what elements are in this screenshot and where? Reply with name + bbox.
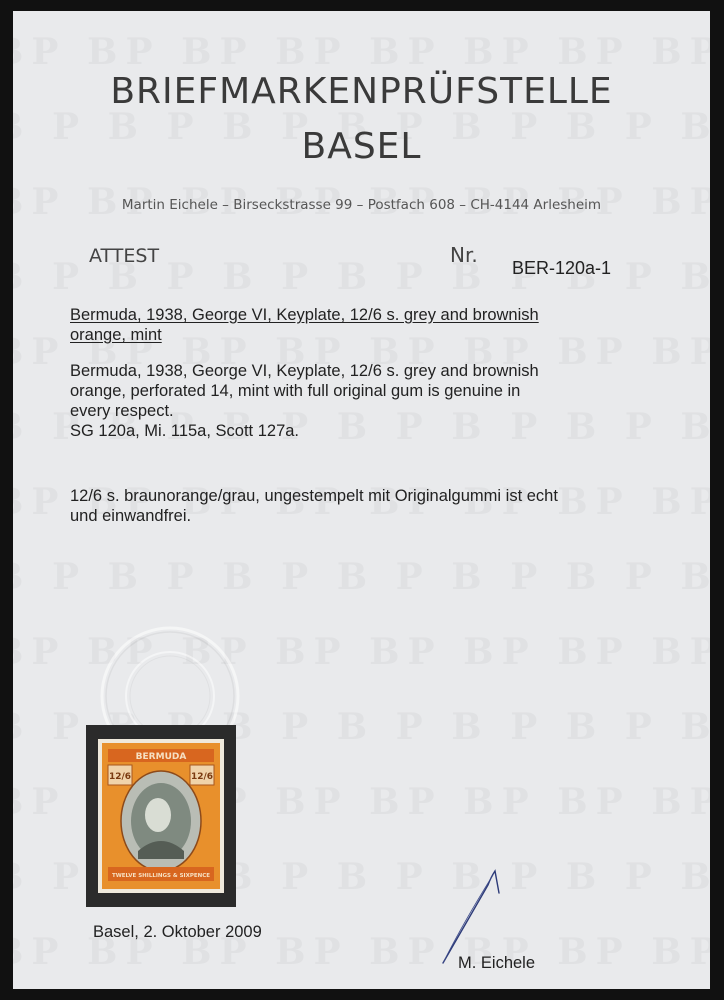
office-address: Martin Eichele – Birseckstrasse 99 – Postfach 608 – CH-4144 Arlesheim — [121, 197, 602, 213]
attest-label: ATTEST — [89, 245, 160, 267]
office-name: BRIEFMARKENPRÜFSTELLE — [110, 71, 613, 112]
description-line: every respect. — [70, 402, 174, 420]
stamp-bottom-text: TWELVE SHILLINGS & SIXPENCE — [111, 873, 211, 879]
stamp-photo — [86, 725, 236, 907]
stamp-title — [70, 305, 630, 345]
signer-name: M. Eichele — [458, 954, 536, 972]
description-line: 12/6 s. braunorange/grau, ungestempelt mit Originalgummi ist echt — [70, 487, 558, 505]
certificate-sheet — [13, 11, 710, 989]
stamp-image — [86, 725, 236, 907]
office-city: BASEL — [301, 126, 422, 167]
description-english — [70, 361, 630, 441]
description-line: Bermuda, 1938, George VI, Keyplate, 12/6 s. grey and brownish — [70, 362, 539, 380]
stamp-country-text: BERMUDA — [135, 752, 187, 762]
place-and-date: Basel, 2. Oktober 2009 — [93, 923, 262, 941]
stamp-title-line: orange, mint — [70, 326, 162, 344]
stamp-title-line: Bermuda, 1938, George VI, Keyplate, 12/6 s. grey and brownish — [70, 306, 539, 324]
description-line: SG 120a, Mi. 115a, Scott 127a. — [70, 422, 300, 440]
certificate-number: BER-120a-1 — [512, 258, 612, 278]
description-line: und einwandfrei. — [70, 507, 192, 525]
description-german — [70, 486, 650, 526]
stamp-value-right: 12/6 — [190, 772, 214, 782]
description-line: orange, perforated 14, mint with full original gum is genuine in — [70, 382, 521, 400]
number-label: Nr. — [450, 243, 478, 267]
stamp-value-left: 12/6 — [108, 772, 132, 782]
